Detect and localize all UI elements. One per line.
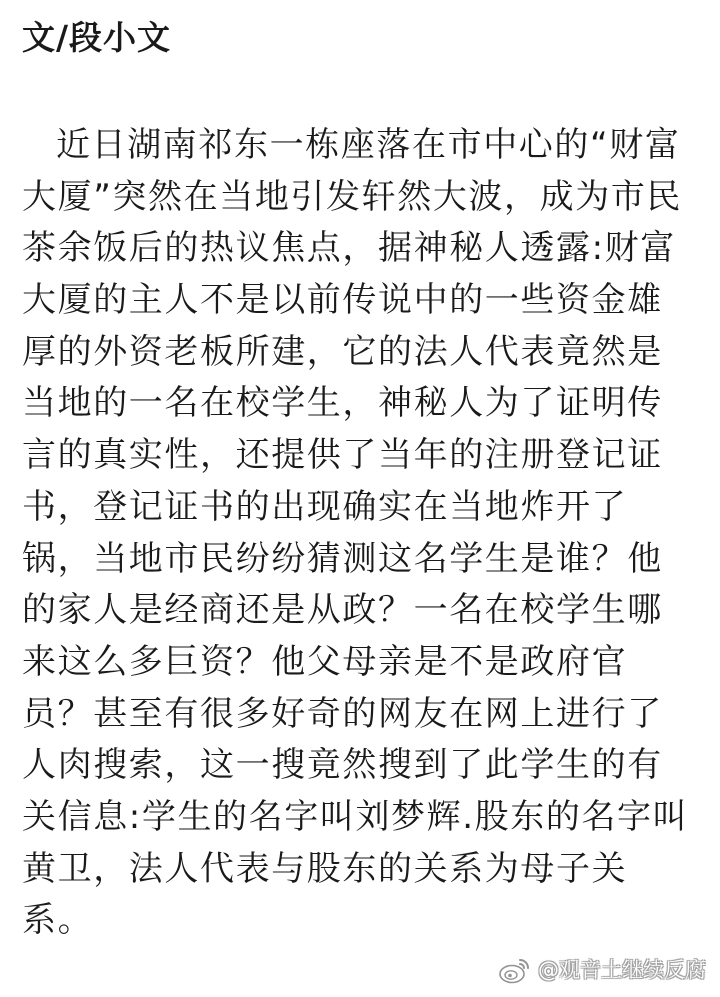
- watermark-text-wrap: [538, 955, 706, 985]
- article-paragraph: [22, 120, 702, 947]
- watermark-handle: @观音土继续反腐: [538, 958, 706, 982]
- paragraph-line: 员？甚至有很多好奇的网友在网上进行了: [22, 693, 663, 734]
- paragraph-line: 厚的外资老板所建，它的法人代表竟然是: [22, 331, 663, 372]
- paragraph-line: 当地的一名在校学生，神秘人为了证明传: [22, 383, 663, 424]
- paragraph-line: 书，登记证书的出现确实在当地炸开了: [22, 486, 628, 527]
- paragraph-line: 黄卫，法人代表与股东的关系为母子关: [22, 848, 628, 889]
- paragraph-line-text: 近日湖南祁东一栋座落在市中心的“财富: [56, 125, 681, 165]
- paragraph-line: 大厦”突然在当地引发轩然大波，成为市民: [22, 176, 683, 217]
- paragraph-line: 的家人是经商还是从政？一名在校学生哪: [22, 590, 663, 631]
- weibo-watermark: [498, 955, 706, 985]
- weibo-icon: [498, 955, 532, 985]
- paragraph-line: 锅，当地市民纷纷猜测这名学生是谁？他: [22, 538, 663, 579]
- paragraph-line: 茶余饭后的热议焦点，据神秘人透露:财富: [22, 228, 676, 269]
- paragraph-line: 大厦的主人不是以前传说中的一些资金雄: [22, 280, 663, 321]
- paragraph-line: 来这么多巨资？他父母亲是不是政府官: [22, 641, 628, 682]
- paragraph-line: [22, 120, 702, 172]
- article-byline: 文/段小文: [22, 18, 172, 57]
- paragraph-line: 人肉搜索，这一搜竟然搜到了此学生的有: [22, 745, 663, 786]
- paragraph-line: 关信息:学生的名字叫刘梦辉.股东的名字叫: [22, 796, 689, 837]
- paragraph-line: 系。: [22, 900, 94, 941]
- paragraph-line: 言的真实性，还提供了当年的注册登记证: [22, 435, 663, 476]
